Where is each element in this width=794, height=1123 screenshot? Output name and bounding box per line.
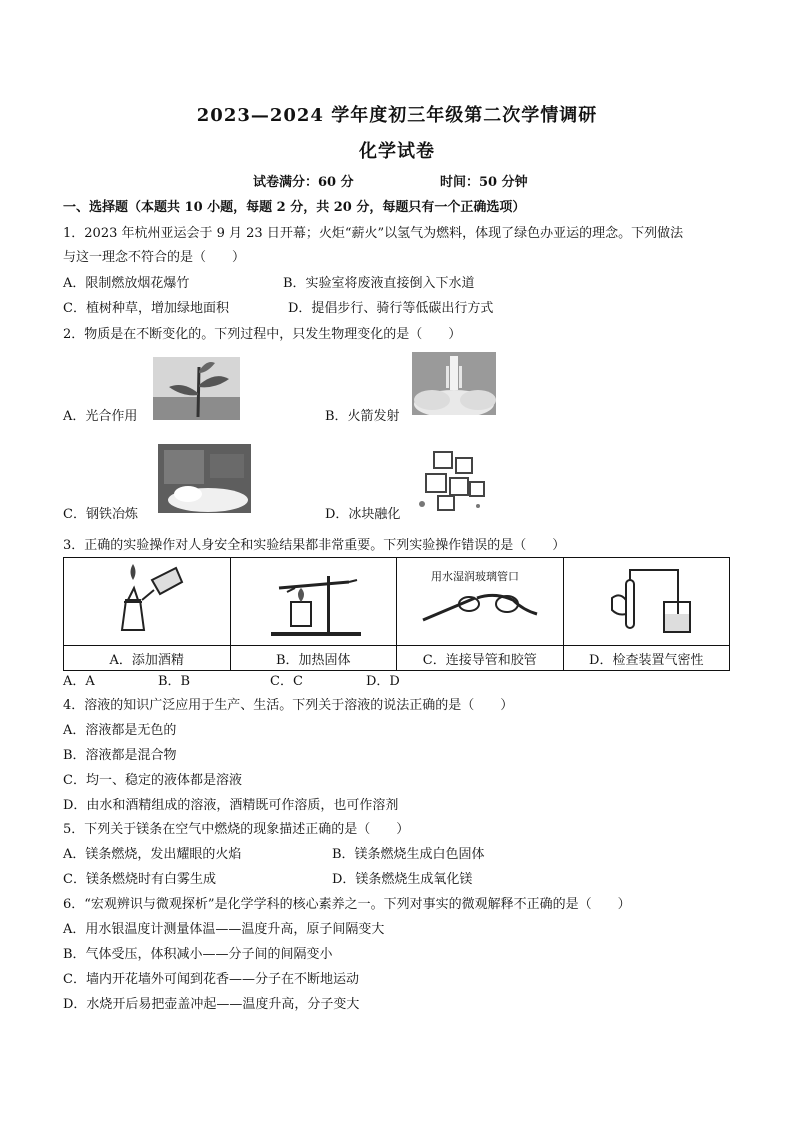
photosynthesis-image	[153, 357, 240, 420]
question-5-option-a: A．镁条燃烧，发出耀眼的火焰	[63, 847, 242, 862]
question-1-option-d: D．提倡步行、骑行等低碳出行方式	[288, 301, 494, 316]
steel-smelting-image	[158, 444, 251, 513]
section-heading: 一、选择题（本题共 10 小题，每题 2 分，共 20 分，每题只有一个正确选项）	[63, 200, 526, 215]
question-1-option-c: C．植树种草，增加绿地面积	[63, 301, 229, 316]
question-1-stem-line-1: 1．2023 年杭州亚运会于 9 月 23 日开幕；火炬“薪火”以氢气为燃料，体现了绿色办亚运的理念。下列做法	[63, 226, 684, 241]
question-2-option-d: D．冰块融化	[325, 507, 401, 522]
question-6-option-b: B．气体受压，体积减小——分子间的间隔变小	[63, 947, 333, 962]
question-4-stem: 4．溶液的知识广泛应用于生产、生活。下列关于溶液的说法正确的是（ ）	[63, 698, 514, 713]
question-3-option-a: A．A	[63, 674, 95, 689]
heat-solid-figure	[230, 558, 397, 646]
exam-subject: 化学试卷	[359, 141, 435, 162]
question-2-stem: 2．物质是在不断变化的。下列过程中，只发生物理变化的是（ ）	[63, 327, 462, 342]
question-5-stem: 5．下列关于镁条在空气中燃烧的现象描述正确的是（ ）	[63, 822, 410, 837]
add-alcohol-figure	[64, 558, 231, 646]
question-6-option-d: D．水烧开后易把壶盖冲起——温度升高，分子变大	[63, 997, 360, 1012]
ice-melting-image	[412, 446, 490, 516]
caption-check-airtightness: D．检查装置气密性	[563, 646, 730, 671]
question-5-option-d: D．镁条燃烧生成氧化镁	[332, 872, 473, 887]
question-4-option-b: B．溶液都是混合物	[63, 748, 177, 763]
question-1-stem-line-2: 与这一理念不符合的是（ ）	[63, 250, 246, 265]
question-3-option-d: D．D	[366, 674, 400, 689]
check-airtightness-figure	[563, 558, 730, 646]
question-6-option-c: C．墙内开花墙外可闻到花香——分子在不断地运动	[63, 972, 359, 987]
question-5-option-b: B．镁条燃烧生成白色固体	[332, 847, 485, 862]
exam-title: 2023—2024 学年度初三年级第二次学情调研	[196, 105, 598, 126]
question-5-option-c: C．镁条燃烧时有白雾生成	[63, 872, 216, 887]
question-4-option-a: A．溶液都是无色的	[63, 723, 177, 738]
question-2-option-b: B．火箭发射	[325, 409, 400, 424]
connect-tube-figure	[397, 558, 564, 646]
question-1-option-a: A．限制燃放烟花爆竹	[63, 276, 190, 291]
moisten-tube-label: 用水湿润玻璃管口	[431, 570, 519, 583]
question-4-option-d: D．由水和酒精组成的溶液，酒精既可作溶质，也可作溶剂	[63, 798, 399, 813]
caption-connect-tube: C．连接导管和胶管	[397, 646, 564, 671]
time-info: 时间：50 分钟	[440, 175, 528, 190]
question-3-stem: 3．正确的实验操作对人身安全和实验结果都非常重要。下列实验操作错误的是（ ）	[63, 538, 566, 553]
question-4-option-c: C．均一、稳定的液体都是溶液	[63, 773, 242, 788]
question-1-option-b: B．实验室将废液直接倒入下水道	[283, 276, 475, 291]
question-2-option-a: A．光合作用	[63, 409, 138, 424]
question-3-option-c: C．C	[270, 674, 303, 689]
question-6-option-a: A．用水银温度计测量体温——温度升高，原子间隔变大	[63, 922, 385, 937]
question-2-option-c: C．钢铁冶炼	[63, 507, 138, 522]
question-6-stem: 6．“宏观辨识与微观探析”是化学学科的核心素养之一。下列对事实的微观解释不正确的是（ ）	[63, 897, 631, 912]
score-info: 试卷满分：60 分	[253, 175, 354, 190]
question-3-option-b: B．B	[158, 674, 191, 689]
experiment-operations-table	[63, 557, 730, 671]
caption-add-alcohol: A．添加酒精	[64, 646, 231, 671]
rocket-launch-image	[412, 352, 496, 415]
caption-heat-solid: B．加热固体	[230, 646, 397, 671]
